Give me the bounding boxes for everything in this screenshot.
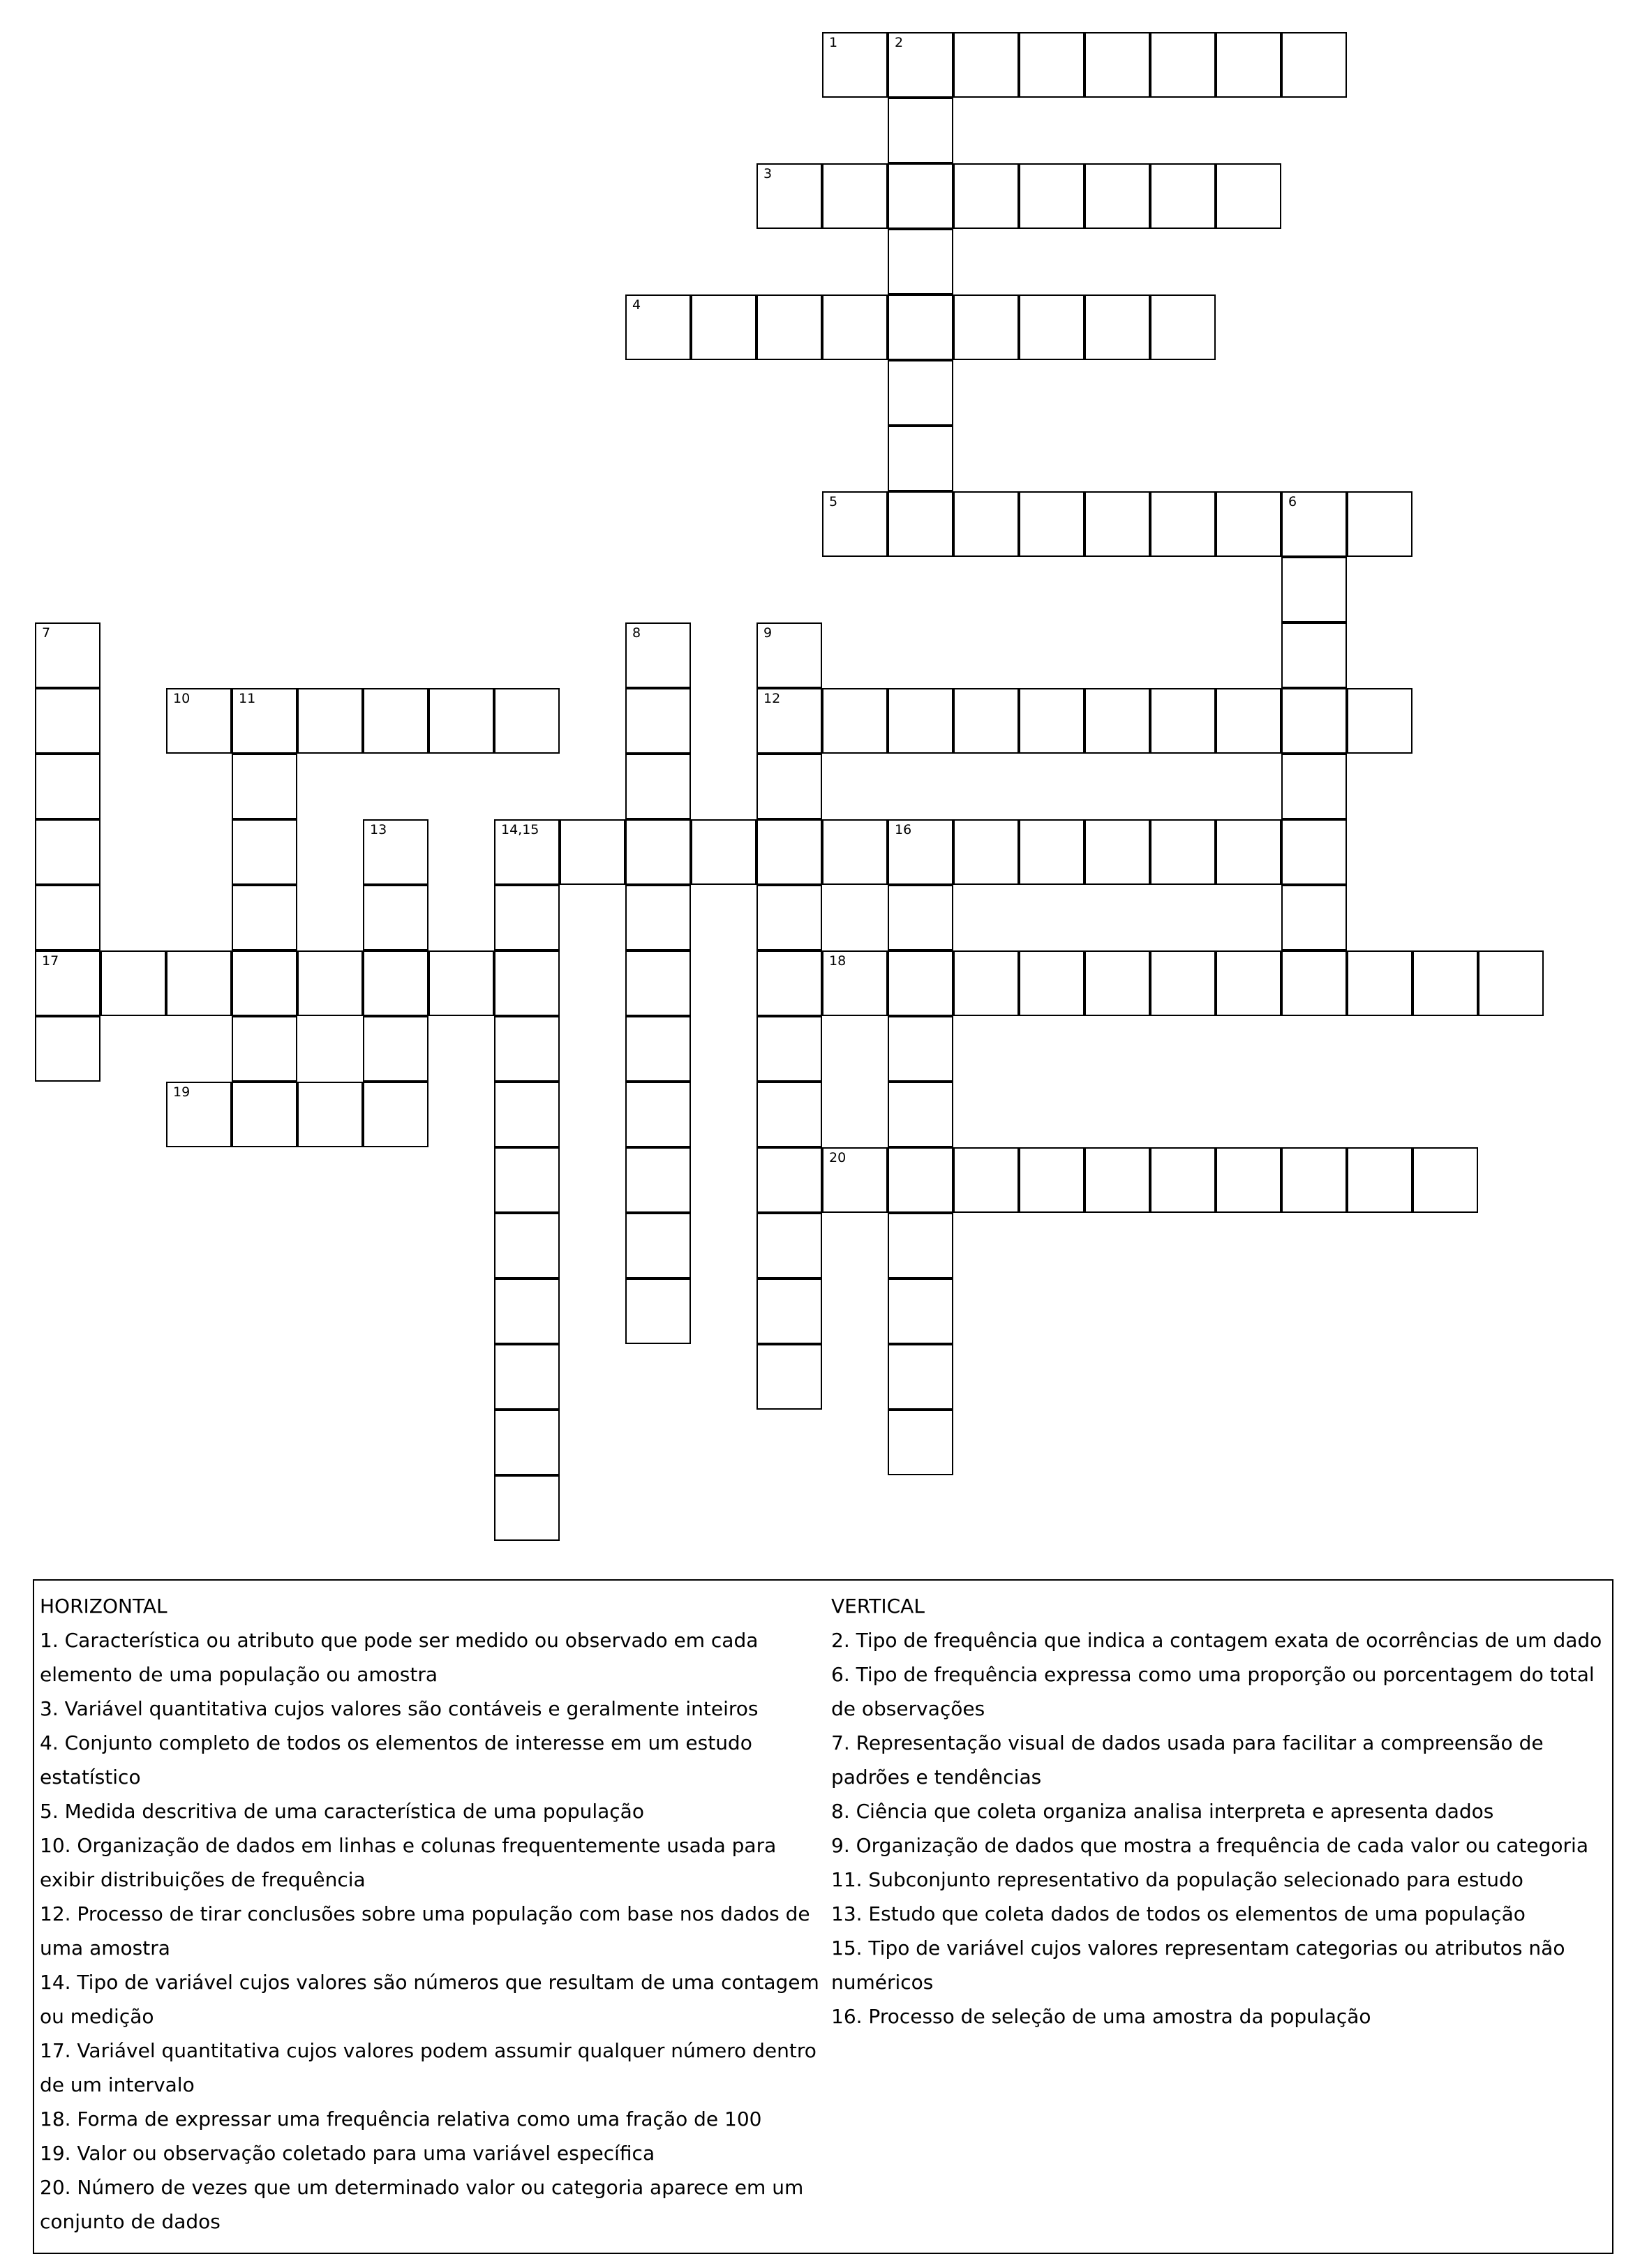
vertical-title: VERTICAL [831, 1595, 925, 1618]
grid-cell[interactable] [756, 819, 822, 885]
grid-cell[interactable] [494, 1344, 560, 1410]
grid-cell[interactable] [1216, 1147, 1281, 1213]
cell-number: 10 [173, 691, 191, 706]
grid-cell[interactable] [1019, 1147, 1084, 1213]
grid-cell[interactable] [1281, 885, 1347, 950]
grid-cell[interactable] [822, 819, 888, 885]
clue-h17: 17. Variável quantitativa cujos valores podem assumir qualquer número dentro de um intervalo [40, 2039, 817, 2096]
grid-cell[interactable] [888, 1016, 953, 1082]
clue-h19: 19. Valor ou observação coletado para uma variável específica [40, 2142, 655, 2165]
grid-cell[interactable] [888, 426, 953, 491]
grid-cell[interactable] [625, 885, 691, 950]
grid-cell[interactable] [494, 1016, 560, 1082]
grid-cell[interactable] [1150, 32, 1216, 98]
grid-cell[interactable] [1084, 1147, 1150, 1213]
cell-number: 1 [829, 35, 838, 50]
grid-cell[interactable] [1019, 491, 1084, 557]
grid-cell[interactable] [560, 819, 625, 885]
grid-cell[interactable] [1150, 688, 1216, 754]
grid-cell[interactable] [1347, 491, 1412, 557]
grid-cell[interactable] [1216, 163, 1281, 229]
grid-cell[interactable] [625, 950, 691, 1016]
grid-cell[interactable] [1019, 294, 1084, 360]
grid-cell[interactable] [756, 294, 822, 360]
grid-cell[interactable] [1347, 1147, 1412, 1213]
grid-cell[interactable] [1347, 688, 1412, 754]
grid-cell[interactable] [1084, 32, 1150, 98]
grid-cell[interactable] [625, 294, 691, 360]
cell-number: 14,15 [501, 822, 539, 837]
grid-cell[interactable] [232, 1082, 297, 1147]
grid-cell[interactable] [625, 1278, 691, 1344]
grid-cell[interactable] [1281, 491, 1347, 557]
grid-cell[interactable] [888, 1344, 953, 1410]
clue-h1: 1. Característica ou atributo que pode ser medido ou observado em cada elemento de uma população ou amostra [40, 1629, 759, 1686]
grid-cell[interactable] [1084, 688, 1150, 754]
grid-cell[interactable] [888, 360, 953, 426]
cell-number: 3 [763, 166, 773, 181]
clue-h10: 10. Organização de dados em linhas e colunas frequentemente usada para exibir distribuições de frequência [40, 1834, 777, 1891]
clue-v6: 6. Tipo de frequência expressa como uma proporção ou porcentagem do total de observações [831, 1663, 1595, 1720]
cell-number: 13 [370, 822, 387, 837]
grid-cell[interactable] [1084, 294, 1150, 360]
grid-cell[interactable] [1150, 294, 1216, 360]
grid-cell[interactable] [1281, 32, 1347, 98]
grid-cell[interactable] [953, 819, 1019, 885]
grid-cell[interactable] [1150, 819, 1216, 885]
cell-number: 19 [173, 1084, 191, 1100]
grid-cell[interactable] [1150, 491, 1216, 557]
grid-cell[interactable] [35, 688, 100, 754]
grid-cell[interactable] [953, 1147, 1019, 1213]
grid-cell[interactable] [297, 950, 363, 1016]
clue-v2: 2. Tipo de frequência que indica a contagem exata de ocorrências de um dado [831, 1629, 1602, 1652]
grid-cell[interactable] [297, 1082, 363, 1147]
cell-number: 18 [829, 953, 847, 969]
grid-cell[interactable] [1412, 950, 1478, 1016]
grid-cell[interactable] [756, 885, 822, 950]
clue-v7: 7. Representação visual de dados usada para facilitar a compreensão de padrões e tendências [831, 1731, 1544, 1789]
grid-cell[interactable] [756, 950, 822, 1016]
cell-number: 12 [763, 691, 781, 706]
grid-cell[interactable] [756, 163, 822, 229]
grid-cell[interactable] [1216, 950, 1281, 1016]
grid-cell[interactable] [297, 688, 363, 754]
cell-number: 5 [829, 494, 838, 509]
grid-cell[interactable] [888, 1213, 953, 1278]
grid-cell[interactable] [494, 1475, 560, 1541]
clue-list [33, 1579, 1613, 2254]
grid-cell[interactable] [1150, 163, 1216, 229]
grid-cell[interactable] [494, 1082, 560, 1147]
clue-v15: 15. Tipo de variável cujos valores representam categorias ou atributos não numéricos [831, 1937, 1565, 1994]
grid-cell[interactable] [888, 819, 953, 885]
grid-cell[interactable] [35, 622, 100, 688]
cell-number: 6 [1288, 494, 1297, 509]
cell-number: 8 [632, 625, 641, 641]
grid-cell[interactable] [822, 32, 888, 98]
grid-cell[interactable] [494, 950, 560, 1016]
grid-cell[interactable] [1281, 950, 1347, 1016]
grid-cell[interactable] [35, 754, 100, 819]
clue-v13: 13. Estudo que coleta dados de todos os elementos de uma população [831, 1902, 1526, 1925]
grid-cell[interactable] [1084, 819, 1150, 885]
grid-cell[interactable] [756, 1082, 822, 1147]
grid-cell[interactable] [625, 688, 691, 754]
grid-cell[interactable] [494, 819, 560, 885]
grid-cell[interactable] [1216, 688, 1281, 754]
grid-cell[interactable] [822, 1147, 888, 1213]
grid-cell[interactable] [625, 622, 691, 688]
grid-cell[interactable] [691, 819, 756, 885]
grid-cell[interactable] [494, 885, 560, 950]
grid-cell[interactable] [494, 1213, 560, 1278]
grid-cell[interactable] [625, 1082, 691, 1147]
cell-number: 4 [632, 297, 641, 313]
grid-cell[interactable] [822, 950, 888, 1016]
grid-cell[interactable] [756, 1147, 822, 1213]
grid-cell[interactable] [428, 950, 494, 1016]
grid-cell[interactable] [625, 1213, 691, 1278]
grid-cell[interactable] [1478, 950, 1544, 1016]
grid-cell[interactable] [1281, 688, 1347, 754]
grid-cell[interactable] [625, 1016, 691, 1082]
grid-cell[interactable] [35, 1016, 100, 1082]
grid-cell[interactable] [953, 491, 1019, 557]
grid-cell[interactable] [756, 622, 822, 688]
cell-number: 9 [763, 625, 773, 641]
grid-cell[interactable] [35, 885, 100, 950]
grid-cell[interactable] [1084, 950, 1150, 1016]
grid-cell[interactable] [888, 885, 953, 950]
grid-cell[interactable] [35, 819, 100, 885]
grid-cell[interactable] [1019, 819, 1084, 885]
grid-cell[interactable] [428, 688, 494, 754]
grid-cell[interactable] [625, 819, 691, 885]
cell-number: 11 [239, 691, 256, 706]
grid-cell[interactable] [1216, 491, 1281, 557]
grid-cell[interactable] [888, 294, 953, 360]
grid-cell[interactable] [756, 754, 822, 819]
grid-cell[interactable] [888, 98, 953, 163]
grid-cell[interactable] [888, 1278, 953, 1344]
grid-cell[interactable] [363, 1082, 428, 1147]
grid-cell[interactable] [625, 1147, 691, 1213]
grid-cell[interactable] [1019, 32, 1084, 98]
clue-h5: 5. Medida descritiva de uma característica de uma população [40, 1800, 644, 1823]
grid-cell[interactable] [166, 688, 232, 754]
grid-cell[interactable] [953, 163, 1019, 229]
grid-cell[interactable] [100, 950, 166, 1016]
grid-cell[interactable] [1084, 491, 1150, 557]
grid-cell[interactable] [363, 688, 428, 754]
clue-v11: 11. Subconjunto representativo da população selecionado para estudo [831, 1868, 1523, 1891]
cell-number: 20 [829, 1150, 847, 1165]
grid-cell[interactable] [166, 1082, 232, 1147]
grid-cell[interactable] [232, 819, 297, 885]
grid-cell[interactable] [953, 688, 1019, 754]
cell-number: 17 [42, 953, 59, 969]
grid-cell[interactable] [953, 950, 1019, 1016]
grid-cell[interactable] [822, 294, 888, 360]
grid-cell[interactable] [363, 885, 428, 950]
grid-cell[interactable] [1216, 819, 1281, 885]
grid-cell[interactable] [1019, 163, 1084, 229]
grid-cell[interactable] [494, 1410, 560, 1475]
cell-number: 2 [895, 35, 904, 50]
grid-cell[interactable] [363, 950, 428, 1016]
vertical-clues [831, 1589, 1609, 2034]
grid-cell[interactable] [888, 950, 953, 1016]
grid-cell[interactable] [1150, 950, 1216, 1016]
grid-cell[interactable] [232, 885, 297, 950]
grid-cell[interactable] [756, 1344, 822, 1410]
grid-cell[interactable] [1084, 163, 1150, 229]
grid-cell[interactable] [1281, 819, 1347, 885]
clue-v9: 9. Organização de dados que mostra a frequência de cada valor ou categoria [831, 1834, 1588, 1857]
grid-cell[interactable] [756, 1213, 822, 1278]
clue-h18: 18. Forma de expressar uma frequência relativa como uma fração de 100 [40, 2107, 762, 2131]
grid-cell[interactable] [363, 1016, 428, 1082]
horizontal-title: HORIZONTAL [40, 1595, 167, 1618]
grid-cell[interactable] [1281, 754, 1347, 819]
grid-cell[interactable] [494, 1147, 560, 1213]
grid-cell[interactable] [888, 32, 953, 98]
horizontal-clues [40, 1589, 827, 2239]
grid-cell[interactable] [494, 688, 560, 754]
grid-cell[interactable] [1281, 622, 1347, 688]
grid-cell[interactable] [363, 819, 428, 885]
grid-cell[interactable] [888, 1082, 953, 1147]
clue-h4: 4. Conjunto completo de todos os elementos de interesse em um estudo estatístico [40, 1731, 752, 1789]
grid-cell[interactable] [494, 1278, 560, 1344]
grid-cell[interactable] [888, 491, 953, 557]
grid-cell[interactable] [1412, 1147, 1478, 1213]
grid-cell[interactable] [35, 950, 100, 1016]
grid-cell[interactable] [888, 1147, 953, 1213]
grid-cell[interactable] [1281, 557, 1347, 622]
grid-cell[interactable] [888, 688, 953, 754]
grid-cell[interactable] [1216, 32, 1281, 98]
grid-cell[interactable] [756, 688, 822, 754]
grid-cell[interactable] [1281, 1147, 1347, 1213]
grid-cell[interactable] [756, 1016, 822, 1082]
grid-cell[interactable] [953, 32, 1019, 98]
clue-h12: 12. Processo de tirar conclusões sobre uma população com base nos dados de uma amostra [40, 1902, 810, 1960]
grid-cell[interactable] [953, 294, 1019, 360]
grid-cell[interactable] [822, 163, 888, 229]
cell-number: 16 [895, 822, 912, 837]
grid-cell[interactable] [888, 1410, 953, 1475]
clue-v8: 8. Ciência que coleta organiza analisa interpreta e apresenta dados [831, 1800, 1494, 1823]
clue-h20: 20. Número de vezes que um determinado valor ou categoria aparece em um conjunto de dados [40, 2176, 804, 2233]
grid-cell[interactable] [1019, 688, 1084, 754]
grid-cell[interactable] [888, 229, 953, 294]
grid-cell[interactable] [822, 491, 888, 557]
grid-cell[interactable] [888, 163, 953, 229]
grid-cell[interactable] [625, 754, 691, 819]
grid-cell[interactable] [166, 950, 232, 1016]
grid-cell[interactable] [756, 1278, 822, 1344]
clue-v16: 16. Processo de seleção de uma amostra da população [831, 2005, 1371, 2028]
grid-cell[interactable] [1019, 950, 1084, 1016]
grid-cell[interactable] [1347, 950, 1412, 1016]
grid-cell[interactable] [232, 950, 297, 1016]
clue-h3: 3. Variável quantitativa cujos valores são contáveis e geralmente inteiros [40, 1697, 759, 1720]
grid-cell[interactable] [232, 688, 297, 754]
grid-cell[interactable] [1150, 1147, 1216, 1213]
grid-cell[interactable] [232, 1016, 297, 1082]
clue-h14: 14. Tipo de variável cujos valores são números que resultam de uma contagem ou medição [40, 1971, 819, 2028]
cell-number: 7 [42, 625, 51, 641]
grid-cell[interactable] [232, 754, 297, 819]
grid-cell[interactable] [822, 688, 888, 754]
grid-cell[interactable] [691, 294, 756, 360]
